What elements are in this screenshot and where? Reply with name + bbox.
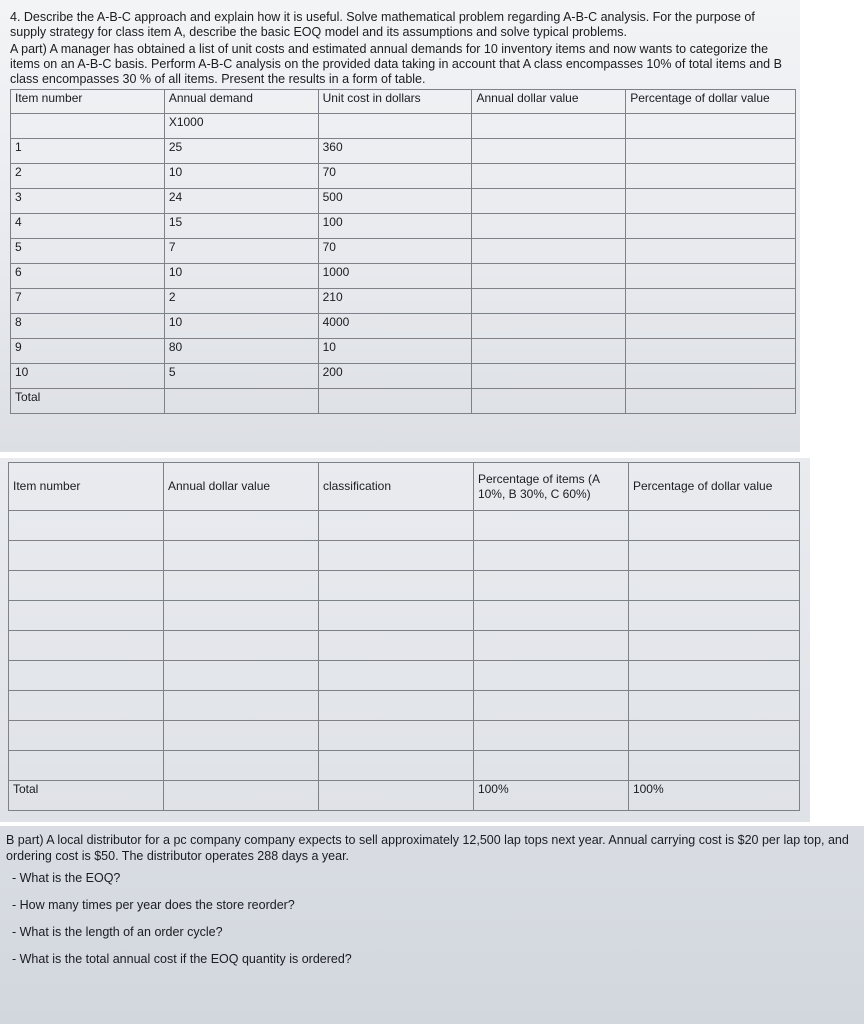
cell-percentage[interactable] — [626, 264, 796, 289]
cell-demand[interactable]: 10 — [164, 164, 318, 189]
cell-percentage[interactable] — [626, 364, 796, 389]
header-annual-demand: Annual demand — [164, 90, 318, 114]
cell-cost[interactable]: 4000 — [318, 314, 472, 339]
header-classification: classification — [318, 463, 473, 511]
cell-percentage[interactable] — [626, 339, 796, 364]
list-item: - What is the length of an order cycle? — [12, 925, 223, 939]
subheader-units: X1000 — [164, 114, 318, 139]
cell-demand[interactable]: 24 — [164, 189, 318, 214]
total-label: Total — [9, 781, 164, 811]
cell-dollar-value[interactable] — [472, 214, 626, 239]
cell-item[interactable]: 5 — [11, 239, 165, 264]
cell-dollar-value[interactable] — [472, 289, 626, 314]
table-row — [11, 314, 796, 339]
question-intro: 4. Describe the A-B-C approach and explain how it is useful. Solve mathematical problem regarding A-B-C analysis. For the purpose of supply strategy for class item A, describe the basic EOQ model and its assumptions and solve typical problems. — [10, 10, 755, 39]
table-row — [9, 631, 800, 661]
cell-item[interactable]: 3 — [11, 189, 165, 214]
table-row — [9, 511, 800, 541]
cell-percentage[interactable] — [626, 189, 796, 214]
table-header-row — [11, 90, 796, 114]
cell-cost[interactable]: 500 — [318, 189, 472, 214]
cell-cost[interactable]: 10 — [318, 339, 472, 364]
table-row — [9, 541, 800, 571]
cell-demand[interactable]: 5 — [164, 364, 318, 389]
header-unit-cost: Unit cost in dollars — [318, 90, 472, 114]
header-item-number: Item number — [11, 90, 165, 114]
cell-demand[interactable]: 10 — [164, 314, 318, 339]
cell-item[interactable]: 8 — [11, 314, 165, 339]
cell-dollar-value[interactable] — [472, 164, 626, 189]
cell-dollar-value[interactable] — [472, 314, 626, 339]
cell-demand[interactable]: 2 — [164, 289, 318, 314]
total-percentage-items: 100% — [473, 781, 628, 811]
abc-input-table — [10, 89, 796, 414]
cell-dollar-value[interactable] — [472, 264, 626, 289]
table-total-row — [9, 781, 800, 811]
cell-percentage[interactable] — [626, 289, 796, 314]
cell-item[interactable]: 1 — [11, 139, 165, 164]
table-header-row — [9, 463, 800, 511]
cell-percentage[interactable] — [626, 164, 796, 189]
table-row — [9, 751, 800, 781]
cell-dollar-value[interactable] — [472, 364, 626, 389]
table-row — [11, 239, 796, 264]
cell-demand[interactable]: 15 — [164, 214, 318, 239]
table-subheader-row — [11, 114, 796, 139]
cell-percentage[interactable] — [626, 139, 796, 164]
abc-classification-table — [8, 462, 800, 811]
question-part-a-panel — [0, 0, 800, 452]
header-percentage-dollar-value: Percentage of dollar value — [628, 463, 799, 511]
cell-cost[interactable]: 1000 — [318, 264, 472, 289]
cell-dollar-value[interactable] — [472, 339, 626, 364]
cell-cost[interactable]: 360 — [318, 139, 472, 164]
table-row — [11, 189, 796, 214]
cell-dollar-value[interactable] — [472, 189, 626, 214]
cell-demand[interactable]: 10 — [164, 264, 318, 289]
header-annual-dollar-value: Annual dollar value — [472, 90, 626, 114]
cell-demand[interactable]: 7 — [164, 239, 318, 264]
cell-percentage[interactable] — [626, 314, 796, 339]
cell-item[interactable]: 10 — [11, 364, 165, 389]
cell-demand[interactable]: 80 — [164, 339, 318, 364]
part-b-questions — [6, 870, 858, 967]
part-b-text — [6, 832, 858, 967]
table-row — [9, 661, 800, 691]
table-row — [9, 721, 800, 751]
cell-cost[interactable]: 200 — [318, 364, 472, 389]
question-text — [10, 10, 790, 87]
list-item: - What is the EOQ? — [12, 871, 121, 885]
table-row — [11, 164, 796, 189]
question-part-b-panel — [0, 826, 864, 1024]
cell-cost[interactable]: 70 — [318, 239, 472, 264]
header-percentage-items: Percentage of items (A 10%, B 30%, C 60%) — [473, 463, 628, 511]
cell-item[interactable]: 2 — [11, 164, 165, 189]
cell-dollar-value[interactable] — [472, 239, 626, 264]
list-item: - How many times per year does the store reorder? — [12, 898, 295, 912]
cell-item[interactable]: 9 — [11, 339, 165, 364]
table-row — [11, 289, 796, 314]
cell-demand[interactable]: 25 — [164, 139, 318, 164]
cell-item[interactable]: 4 — [11, 214, 165, 239]
table-row — [9, 691, 800, 721]
table-row — [9, 601, 800, 631]
table-row — [11, 264, 796, 289]
table-row — [11, 364, 796, 389]
cell-dollar-value[interactable] — [472, 139, 626, 164]
cell-cost[interactable]: 100 — [318, 214, 472, 239]
total-label: Total — [11, 389, 165, 414]
header-percentage-dollar-value: Percentage of dollar value — [626, 90, 796, 114]
header-item-number: Item number — [9, 463, 164, 511]
cell-item[interactable]: 6 — [11, 264, 165, 289]
table-total-row — [11, 389, 796, 414]
part-a-text: A part) A manager has obtained a list of unit costs and estimated annual demands for 10 inventory items and now wants to categorize the items on an A-B-C basis. Perform A-B-C analysis on the provided data taking in account that A class encompasses 10% of total items and B class encompasses 30 % of all items. Present the results in a form of table. — [10, 42, 782, 86]
table-row — [11, 139, 796, 164]
list-item: - What is the total annual cost if the EOQ quantity is ordered? — [12, 952, 352, 966]
table-row — [9, 571, 800, 601]
cell-item[interactable]: 7 — [11, 289, 165, 314]
table-row — [11, 214, 796, 239]
total-percentage-value: 100% — [628, 781, 799, 811]
cell-percentage[interactable] — [626, 214, 796, 239]
header-annual-dollar-value: Annual dollar value — [163, 463, 318, 511]
cell-cost[interactable]: 70 — [318, 164, 472, 189]
part-b-intro: B part) A local distributor for a pc company company expects to sell approximately 12,500 lap tops next year. Annual carrying cost is $20 per lap top, and ordering cost is $50. The distributor operates 288 days a year. — [6, 833, 849, 863]
abc-classification-panel — [0, 458, 810, 822]
cell-percentage[interactable] — [626, 239, 796, 264]
cell-cost[interactable]: 210 — [318, 289, 472, 314]
table-row — [11, 339, 796, 364]
